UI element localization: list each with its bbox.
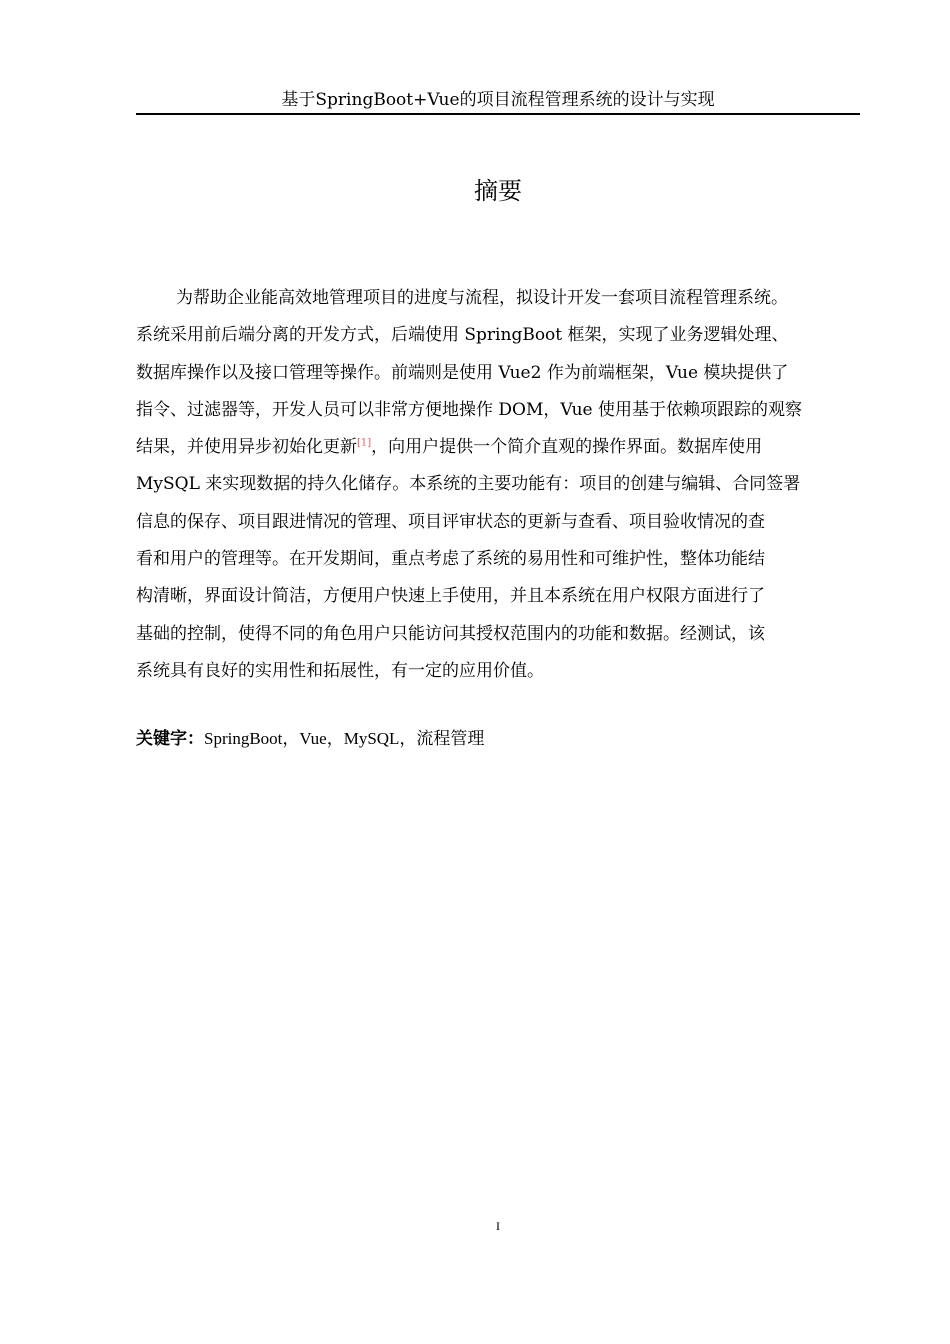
abstract-line-part: 结果，并使用异步初始化更新: [136, 437, 357, 458]
abstract-line: 信息的保存、项目跟进情况的管理、项目评审状态的更新与查看、项目验收情况的查: [136, 511, 765, 532]
abstract-line: 系统采用前后端分离的开发方式，后端使用 SpringBoot 框架，实现了业务逻辑处理、: [136, 325, 789, 346]
abstract-line: 为帮助企业能高效地管理项目的进度与流程，拟设计开发一套项目流程管理系统。: [176, 288, 788, 308]
running-header: 基于SpringBoot+Vue的项目流程管理系统的设计与实现: [281, 90, 715, 110]
abstract-line: 系统具有良好的实用性和拓展性，有一定的应用价值。: [136, 660, 544, 681]
page-number: I: [496, 1219, 500, 1233]
abstract-body: [136, 280, 870, 690]
keywords-label: 关键字：: [136, 729, 204, 749]
abstract-line-part: ，向用户提供一个简介直观的操作界面。数据库使用: [371, 437, 763, 458]
header-rule: [136, 113, 860, 115]
abstract-line: 指令、过滤器等，开发人员可以非常方便地操作 DOM，Vue 使用基于依赖项跟踪的观察: [136, 399, 802, 420]
abstract-line: MySQL 来实现数据的持久化储存。本系统的主要功能有：项目的创建与编辑、合同签署: [136, 474, 801, 495]
abstract-line: 构清晰，界面设计简洁，方便用户快速上手使用，并且本系统在用户权限方面进行了: [136, 586, 765, 607]
citation-reference[interactable]: [1]: [357, 437, 372, 449]
keywords-list: SpringBoot，Vue，MySQL，流程管理: [204, 729, 485, 748]
abstract-line-with-citation: [136, 429, 870, 466]
abstract-title: 摘要: [474, 177, 522, 205]
keywords: [136, 726, 484, 752]
abstract-line: 看和用户的管理等。在开发期间，重点考虑了系统的易用性和可维护性，整体功能结: [136, 549, 765, 570]
abstract-line: 基础的控制，使得不同的角色用户只能访问其授权范围内的功能和数据。经测试，该: [136, 623, 765, 644]
abstract-line: 数据库操作以及接口管理等操作。前端则是使用 Vue2 作为前端框架，Vue 模块提供了: [136, 362, 789, 383]
